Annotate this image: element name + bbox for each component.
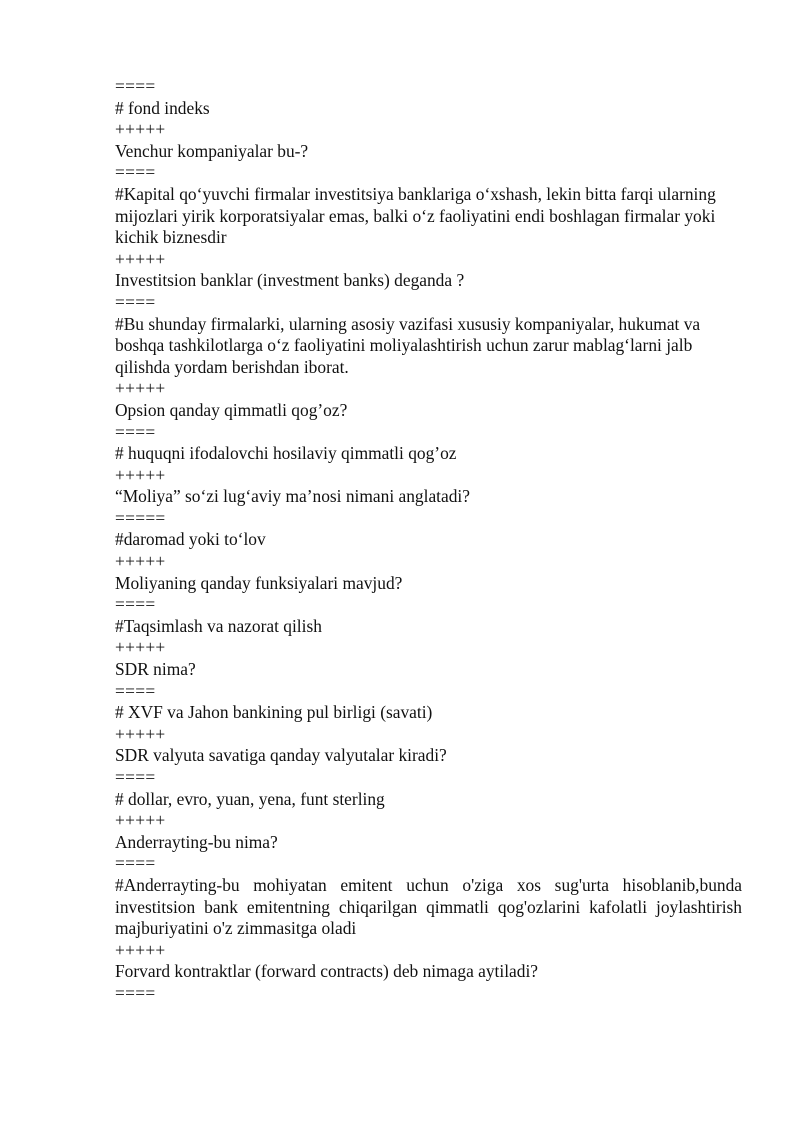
separator-equals: ==== <box>115 421 156 442</box>
separator-equals: ==== <box>115 767 156 787</box>
answer-line: #daromad yoki to‘lov <box>115 529 266 550</box>
separator-equals: ===== <box>115 507 166 528</box>
separator-plus: +++++ <box>115 248 166 269</box>
separator-equals: ==== <box>115 162 156 183</box>
separator-plus: +++++ <box>115 723 166 744</box>
separator-plus: +++++ <box>115 378 166 399</box>
answer-line: # fond indeks <box>115 97 210 118</box>
separator-plus: +++++ <box>115 637 166 658</box>
separator-equals: ==== <box>115 982 156 1003</box>
separator-equals: ==== <box>115 680 156 701</box>
separator-plus: +++++ <box>115 464 166 485</box>
separator-plus: +++++ <box>115 119 166 140</box>
question-line: Venchur kompaniyalar bu-? <box>115 140 309 161</box>
separator-equals: ==== <box>115 853 156 874</box>
answer-paragraph: #Kapital qo‘yuvchi firmalar investitsiya banklariga o‘xshash, lekin bitta farqi ularning mijozlari yirik korporatsiyalar emas, balki o‘z faoliyatini endi boshlagan firmalar yoki kichik biznesdir <box>115 183 716 248</box>
question-line: Forvard kontraktlar (forward contracts) deb nimaga aytiladi? <box>115 961 539 982</box>
question-line: Anderrayting-bu nima? <box>115 831 278 852</box>
answer-paragraph: #Anderrayting-bu mohiyatan emitent uchun o'ziga xos sug'urta hisoblanib,bunda investitsion bank emitentning chiqarilgan qimmatli qog'ozlarini kafolatli joylashtirish majburiyatini o'z zimmasitga oladi <box>115 874 742 939</box>
question-line: Moliyaning qanday funksiyalari mavjud? <box>115 572 403 593</box>
separator-equals: ==== <box>115 76 156 96</box>
document-page <box>115 76 742 1005</box>
question-line: “Moliya” so‘zi lug‘aviy ma’nosi nimani anglatadi? <box>115 486 470 507</box>
answer-line: # huquqni ifodalovchi hosilaviy qimmatli qog’oz <box>115 443 457 464</box>
question-line: SDR valyuta savatiga qanday valyutalar kiradi? <box>115 745 447 766</box>
question-line: Investitsion banklar (investment banks) deganda ? <box>115 270 465 291</box>
separator-equals: ==== <box>115 594 156 615</box>
separator-plus: +++++ <box>115 551 166 572</box>
answer-line: # dollar, evro, yuan, yena, funt sterling <box>115 788 385 809</box>
question-line: SDR nima? <box>115 659 196 680</box>
separator-equals: ==== <box>115 291 156 312</box>
answer-line: # XVF va Jahon bankining pul birligi (savati) <box>115 702 433 723</box>
question-line: Opsion qanday qimmatli qog’oz? <box>115 399 348 420</box>
separator-plus: +++++ <box>115 810 166 831</box>
separator-plus: +++++ <box>115 939 166 960</box>
answer-paragraph: #Bu shunday firmalarki, ularning asosiy vazifasi xususiy kompaniyalar, hukumat va boshqa tashkilotlarga o‘z faoliyatini moliyalashtirish uchun zarur mablag‘larni jalb qilishda yordam berishdan iborat. <box>115 313 701 377</box>
answer-line: #Taqsimlash va nazorat qilish <box>115 615 322 636</box>
